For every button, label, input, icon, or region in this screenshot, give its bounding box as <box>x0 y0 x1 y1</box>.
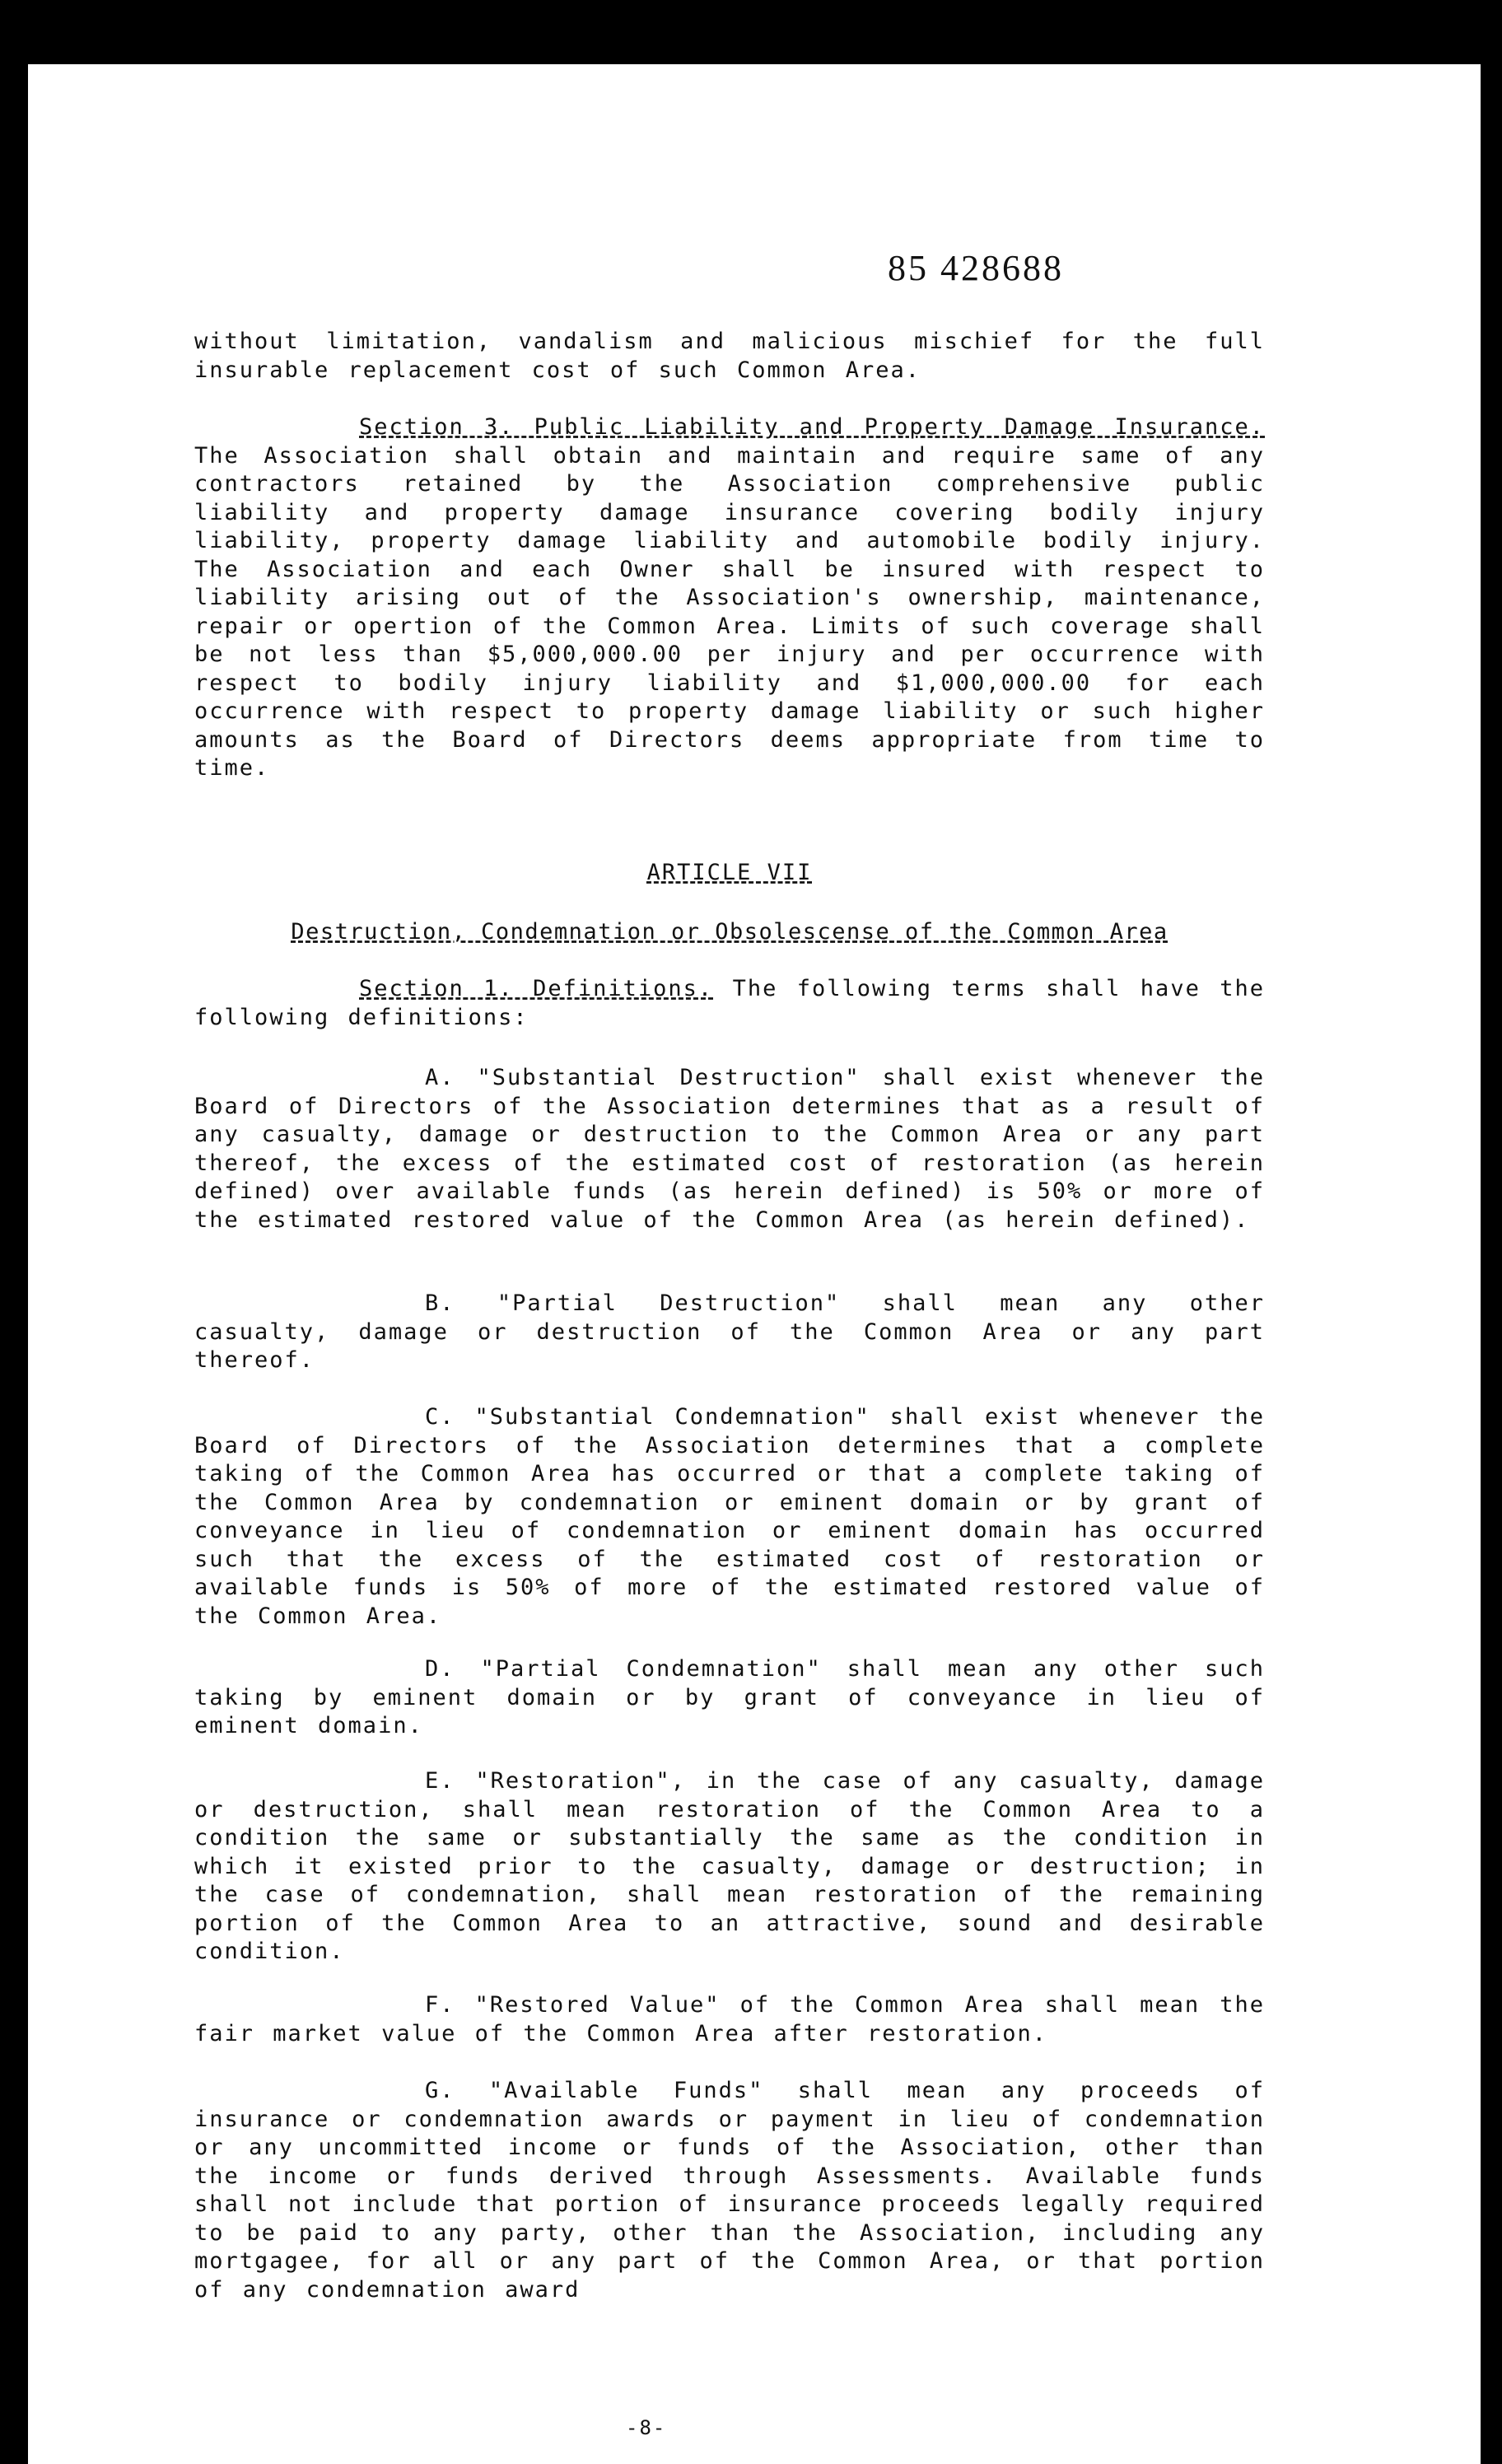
article-title <box>194 860 1265 885</box>
definition-c <box>194 1403 1265 1631</box>
definition-d <box>194 1655 1265 1741</box>
article-title-text: ARTICLE VII <box>646 860 813 885</box>
definition-c-text: C. "Substantial Condemnation" shall exist whenever the Board of Directors of the Association determines that a complete taking of the Common Area has occurred or that a complete taking of the Common Area by condemnation or eminent domain or by grant of conveyance in lieu of condemnation or eminent domain has occurred such that the excess of the estimated cost of restoration or available funds is 50% of more of the estimated restored value of the Common Area. <box>194 1404 1265 1629</box>
page-number: -8- <box>626 2416 667 2439</box>
section-1-text: The following terms shall have the following definitions: <box>194 976 1265 1030</box>
definition-d-text: D. "Partial Condemnation" shall mean any other such taking by eminent domain or by grant of conveyance in lieu of eminent domain. <box>194 1656 1265 1738</box>
definition-b-text: B. "Partial Destruction" shall mean any other casualty, damage or destruction of the Common Area or any part thereof. <box>194 1290 1265 1373</box>
definition-a <box>194 1064 1265 1234</box>
paragraph-continuation <box>194 328 1265 385</box>
document-number: 85 428688 <box>888 248 1064 288</box>
section-3 <box>194 413 1265 783</box>
definition-f <box>194 1991 1265 2048</box>
definition-a-text: A. "Substantial Destruction" shall exist whenever the Board of Directors of the Association determines that as a result of any casualty, damage or destruction to the Common Area or any part thereof, the excess of the estimated cost of restoration (as herein defined) over available funds (as herein defined) is 50% or more of the estimated restored value of the Common Area (as herein defined). <box>194 1065 1265 1233</box>
section-3-text: The Association shall obtain and maintain and require same of any contractors retained by the Association comprehensive public liability and property damage insurance covering bodily injury liability, property damage liability and automobile bodily injury. The Association and each Owner shall be insured with respect to liability arising out of the Association's ownership, maintenance, repair or opertion of the Common Area. Limits of such coverage shall be not less than $5,000,000.00 per injury and per occurrence with respect to bodily injury liability and $1,000,000.00 for each occurrence with respect to property damage liability or such higher amounts as the Board of Directors deems appropriate from time to time. <box>194 442 1265 781</box>
article-subtitle <box>194 919 1265 945</box>
definition-e <box>194 1767 1265 1967</box>
definition-e-text: E. "Restoration", in the case of any casualty, damage or destruction, shall mean restoration of the Common Area to a condition the same or substantially the same as the condition in which it existed prior to the casualty, damage or destruction; in the case of condemnation, shall mean restoration of the remaining portion of the Common Area to an attractive, sound and desirable condition. <box>194 1768 1265 1964</box>
paragraph-continuation-text: without limitation, vandalism and malicious mischief for the full insurable replacement cost of such Common Area. <box>194 329 1265 383</box>
definition-g-text: G. "Available Funds" shall mean any proceeds of insurance or condemnation awards or payment in lieu of condemnation or any uncommitted income or funds of the Association, other than the income or funds derived through Assessments. Available funds shall not include that portion of insurance proceeds legally required to be paid to any party, other than the Association, including any mortgagee, for all or any part of the Common Area, or that portion of any condemnation award <box>194 2078 1265 2303</box>
section-1-heading: Section 1. Definitions. <box>359 976 714 1001</box>
section-1 <box>194 975 1265 1032</box>
article-subtitle-text: Destruction, Condemnation or Obsolescense of the Common Area <box>291 919 1168 945</box>
definition-f-text: F. "Restored Value" of the Common Area shall mean the fair market value of the Common Area after restoration. <box>194 1992 1265 2046</box>
definition-g <box>194 2077 1265 2304</box>
definition-b <box>194 1290 1265 1375</box>
section-3-heading: Section 3. Public Liability and Property Damage Insurance. <box>359 414 1265 440</box>
